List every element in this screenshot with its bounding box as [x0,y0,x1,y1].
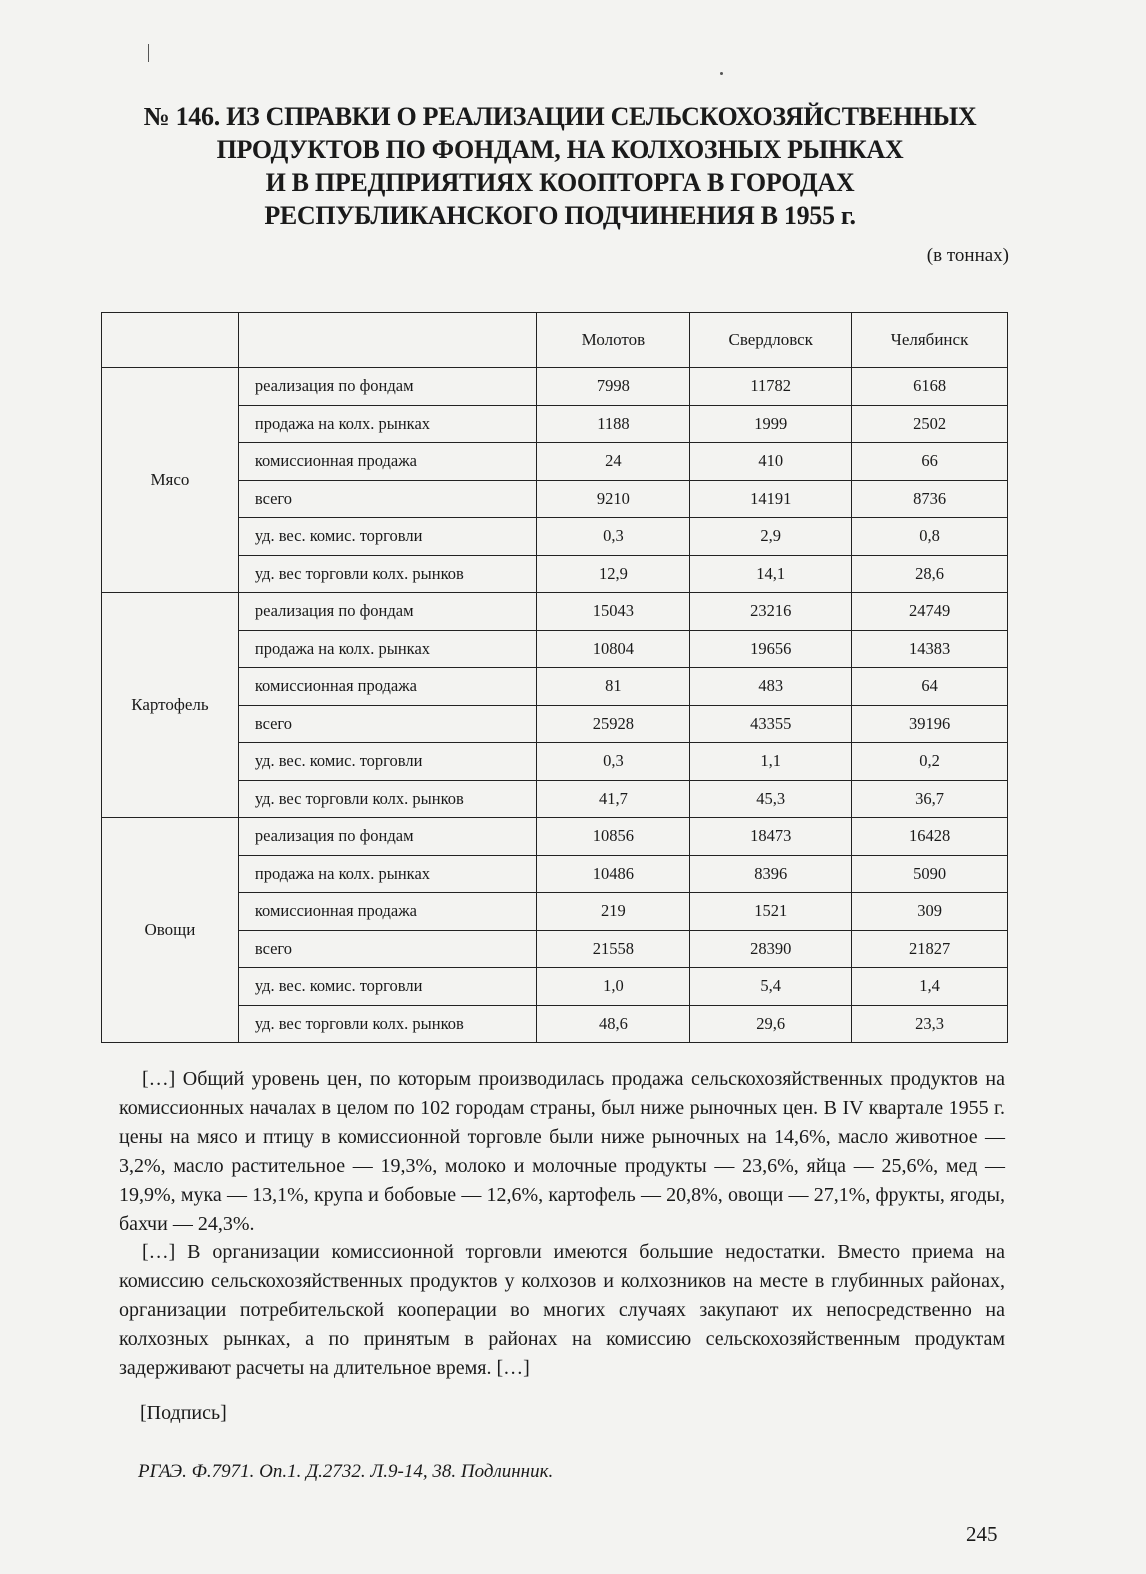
header-chelyabinsk: Челябинск [852,313,1008,368]
value-cell: 18473 [690,818,852,856]
value-cell: 66 [852,443,1008,481]
value-cell: 309 [852,893,1008,931]
indicator-cell: уд. вес. комис. торговли [238,518,537,556]
value-cell: 39196 [852,705,1008,743]
sales-table [101,312,1008,1043]
value-cell: 43355 [690,705,852,743]
indicator-cell: реализация по фондам [238,818,537,856]
value-cell: 7998 [537,368,690,406]
category-cell-potatoes: Картофель [102,593,239,818]
value-cell: 21827 [852,930,1008,968]
table-row [102,480,1008,518]
table-header-row [102,313,1008,368]
indicator-cell: продажа на колх. рынках [238,405,537,443]
indicator-cell: продажа на колх. рынках [238,630,537,668]
value-cell: 24749 [852,593,1008,631]
value-cell: 64 [852,668,1008,706]
indicator-cell: уд. вес торговли колх. рынков [238,555,537,593]
value-cell: 16428 [852,818,1008,856]
value-cell: 8396 [690,855,852,893]
table-row [102,705,1008,743]
table-row [102,1005,1008,1043]
title-line: И В ПРЕДПРИЯТИЯХ КООПТОРГА В ГОРОДАХ [265,168,855,197]
value-cell: 81 [537,668,690,706]
indicator-cell: комиссионная продажа [238,893,537,931]
value-cell: 410 [690,443,852,481]
indicator-cell: реализация по фондам [238,593,537,631]
value-cell: 11782 [690,368,852,406]
title-line: № 146. ИЗ СПРАВКИ О РЕАЛИЗАЦИИ СЕЛЬСКОХОЗЯЙСТВЕННЫХ [143,102,977,131]
table-row [102,930,1008,968]
value-cell: 28,6 [852,555,1008,593]
value-cell: 0,3 [537,518,690,556]
value-cell: 19656 [690,630,852,668]
table-row [102,555,1008,593]
body-paragraph-prices [119,1065,1005,1239]
value-cell: 219 [537,893,690,931]
value-cell: 9210 [537,480,690,518]
scan-artifact [148,44,149,62]
value-cell: 1188 [537,405,690,443]
value-cell: 0,3 [537,743,690,781]
archival-source: РГАЭ. Ф.7971. Оп.1. Д.2732. Л.9-14, 38. Подлинник. [138,1461,554,1482]
value-cell: 14383 [852,630,1008,668]
indicator-cell: уд. вес. комис. торговли [238,968,537,1006]
header-sverdlovsk: Свердловск [690,313,852,368]
value-cell: 1999 [690,405,852,443]
header-cell-empty [102,313,239,368]
value-cell: 48,6 [537,1005,690,1043]
value-cell: 10856 [537,818,690,856]
body-paragraph-shortcomings [119,1238,1005,1383]
table-row [102,593,1008,631]
value-cell: 23216 [690,593,852,631]
value-cell: 28390 [690,930,852,968]
value-cell: 14191 [690,480,852,518]
table-row [102,405,1008,443]
value-cell: 10804 [537,630,690,668]
value-cell: 5090 [852,855,1008,893]
value-cell: 5,4 [690,968,852,1006]
table-row [102,893,1008,931]
value-cell: 1521 [690,893,852,931]
value-cell: 2502 [852,405,1008,443]
table-row [102,443,1008,481]
table-row [102,818,1008,856]
value-cell: 1,4 [852,968,1008,1006]
value-cell: 2,9 [690,518,852,556]
table-row [102,518,1008,556]
table-row [102,855,1008,893]
table-row [102,780,1008,818]
header-molotov: Молотов [537,313,690,368]
indicator-cell: комиссионная продажа [238,668,537,706]
indicator-cell: всего [238,480,537,518]
paragraph-text: […] В организации комиссионной торговли имеются большие недостатки. Вместо приема на комиссию сельскохозяйственных продуктов у колхозов и колхозников на месте в глубинных районах, организации потребительской кооперации во многих случаях закупают их непосредственно на колхозных рынках, а по принятым в районах на комиссию сельскохозяйственным продуктам задерживают расчеты на длительное время. […] [119,1241,1005,1379]
title-line: РЕСПУБЛИКАНСКОГО ПОДЧИНЕНИЯ В 1955 г. [264,201,856,230]
value-cell: 6168 [852,368,1008,406]
signature: [Подпись] [140,1402,227,1424]
table-row [102,668,1008,706]
value-cell: 41,7 [537,780,690,818]
title-line: ПРОДУКТОВ ПО ФОНДАМ, НА КОЛХОЗНЫХ РЫНКАХ [216,135,904,164]
value-cell: 10486 [537,855,690,893]
document-title [100,100,1020,232]
category-cell-vegetables: Овощи [102,818,239,1043]
indicator-cell: реализация по фондам [238,368,537,406]
value-cell: 8736 [852,480,1008,518]
page-number: 245 [966,1522,998,1546]
header-cell-empty [238,313,537,368]
value-cell: 14,1 [690,555,852,593]
value-cell: 29,6 [690,1005,852,1043]
indicator-cell: комиссионная продажа [238,443,537,481]
indicator-cell: всего [238,930,537,968]
value-cell: 25928 [537,705,690,743]
value-cell: 15043 [537,593,690,631]
value-cell: 24 [537,443,690,481]
indicator-cell: уд. вес торговли колх. рынков [238,1005,537,1043]
paragraph-text: […] Общий уровень цен, по которым производилась продажа сельскохозяйственных продуктов на комиссионных началах в целом по 102 городам страны, был ниже рыночных цен. В IV квартале 1955 г. цены на мясо и птицу в комиссионной торговле были ниже рыночных на 14,6%, масло животное — 3,2%, масло растительное — 19,3%, молоко и молочные продукты — 23,6%, яйца — 25,6%, мед — 19,9%, мука — 13,1%, крупа и бобовые — 12,6%, картофель — 20,8%, овощи — 27,1%, фрукты, ягоды, бахчи — 24,3%. [119,1068,1005,1235]
value-cell: 0,2 [852,743,1008,781]
scan-artifact [720,72,723,75]
table-row [102,968,1008,1006]
units-note: (в тоннах) [926,245,1009,266]
indicator-cell: уд. вес. комис. торговли [238,743,537,781]
value-cell: 36,7 [852,780,1008,818]
value-cell: 1,1 [690,743,852,781]
value-cell: 0,8 [852,518,1008,556]
table-row [102,630,1008,668]
value-cell: 483 [690,668,852,706]
value-cell: 21558 [537,930,690,968]
value-cell: 12,9 [537,555,690,593]
value-cell: 1,0 [537,968,690,1006]
table-row [102,743,1008,781]
value-cell: 45,3 [690,780,852,818]
table-row [102,368,1008,406]
indicator-cell: продажа на колх. рынках [238,855,537,893]
indicator-cell: всего [238,705,537,743]
value-cell: 23,3 [852,1005,1008,1043]
category-cell-meat: Мясо [102,368,239,593]
indicator-cell: уд. вес торговли колх. рынков [238,780,537,818]
